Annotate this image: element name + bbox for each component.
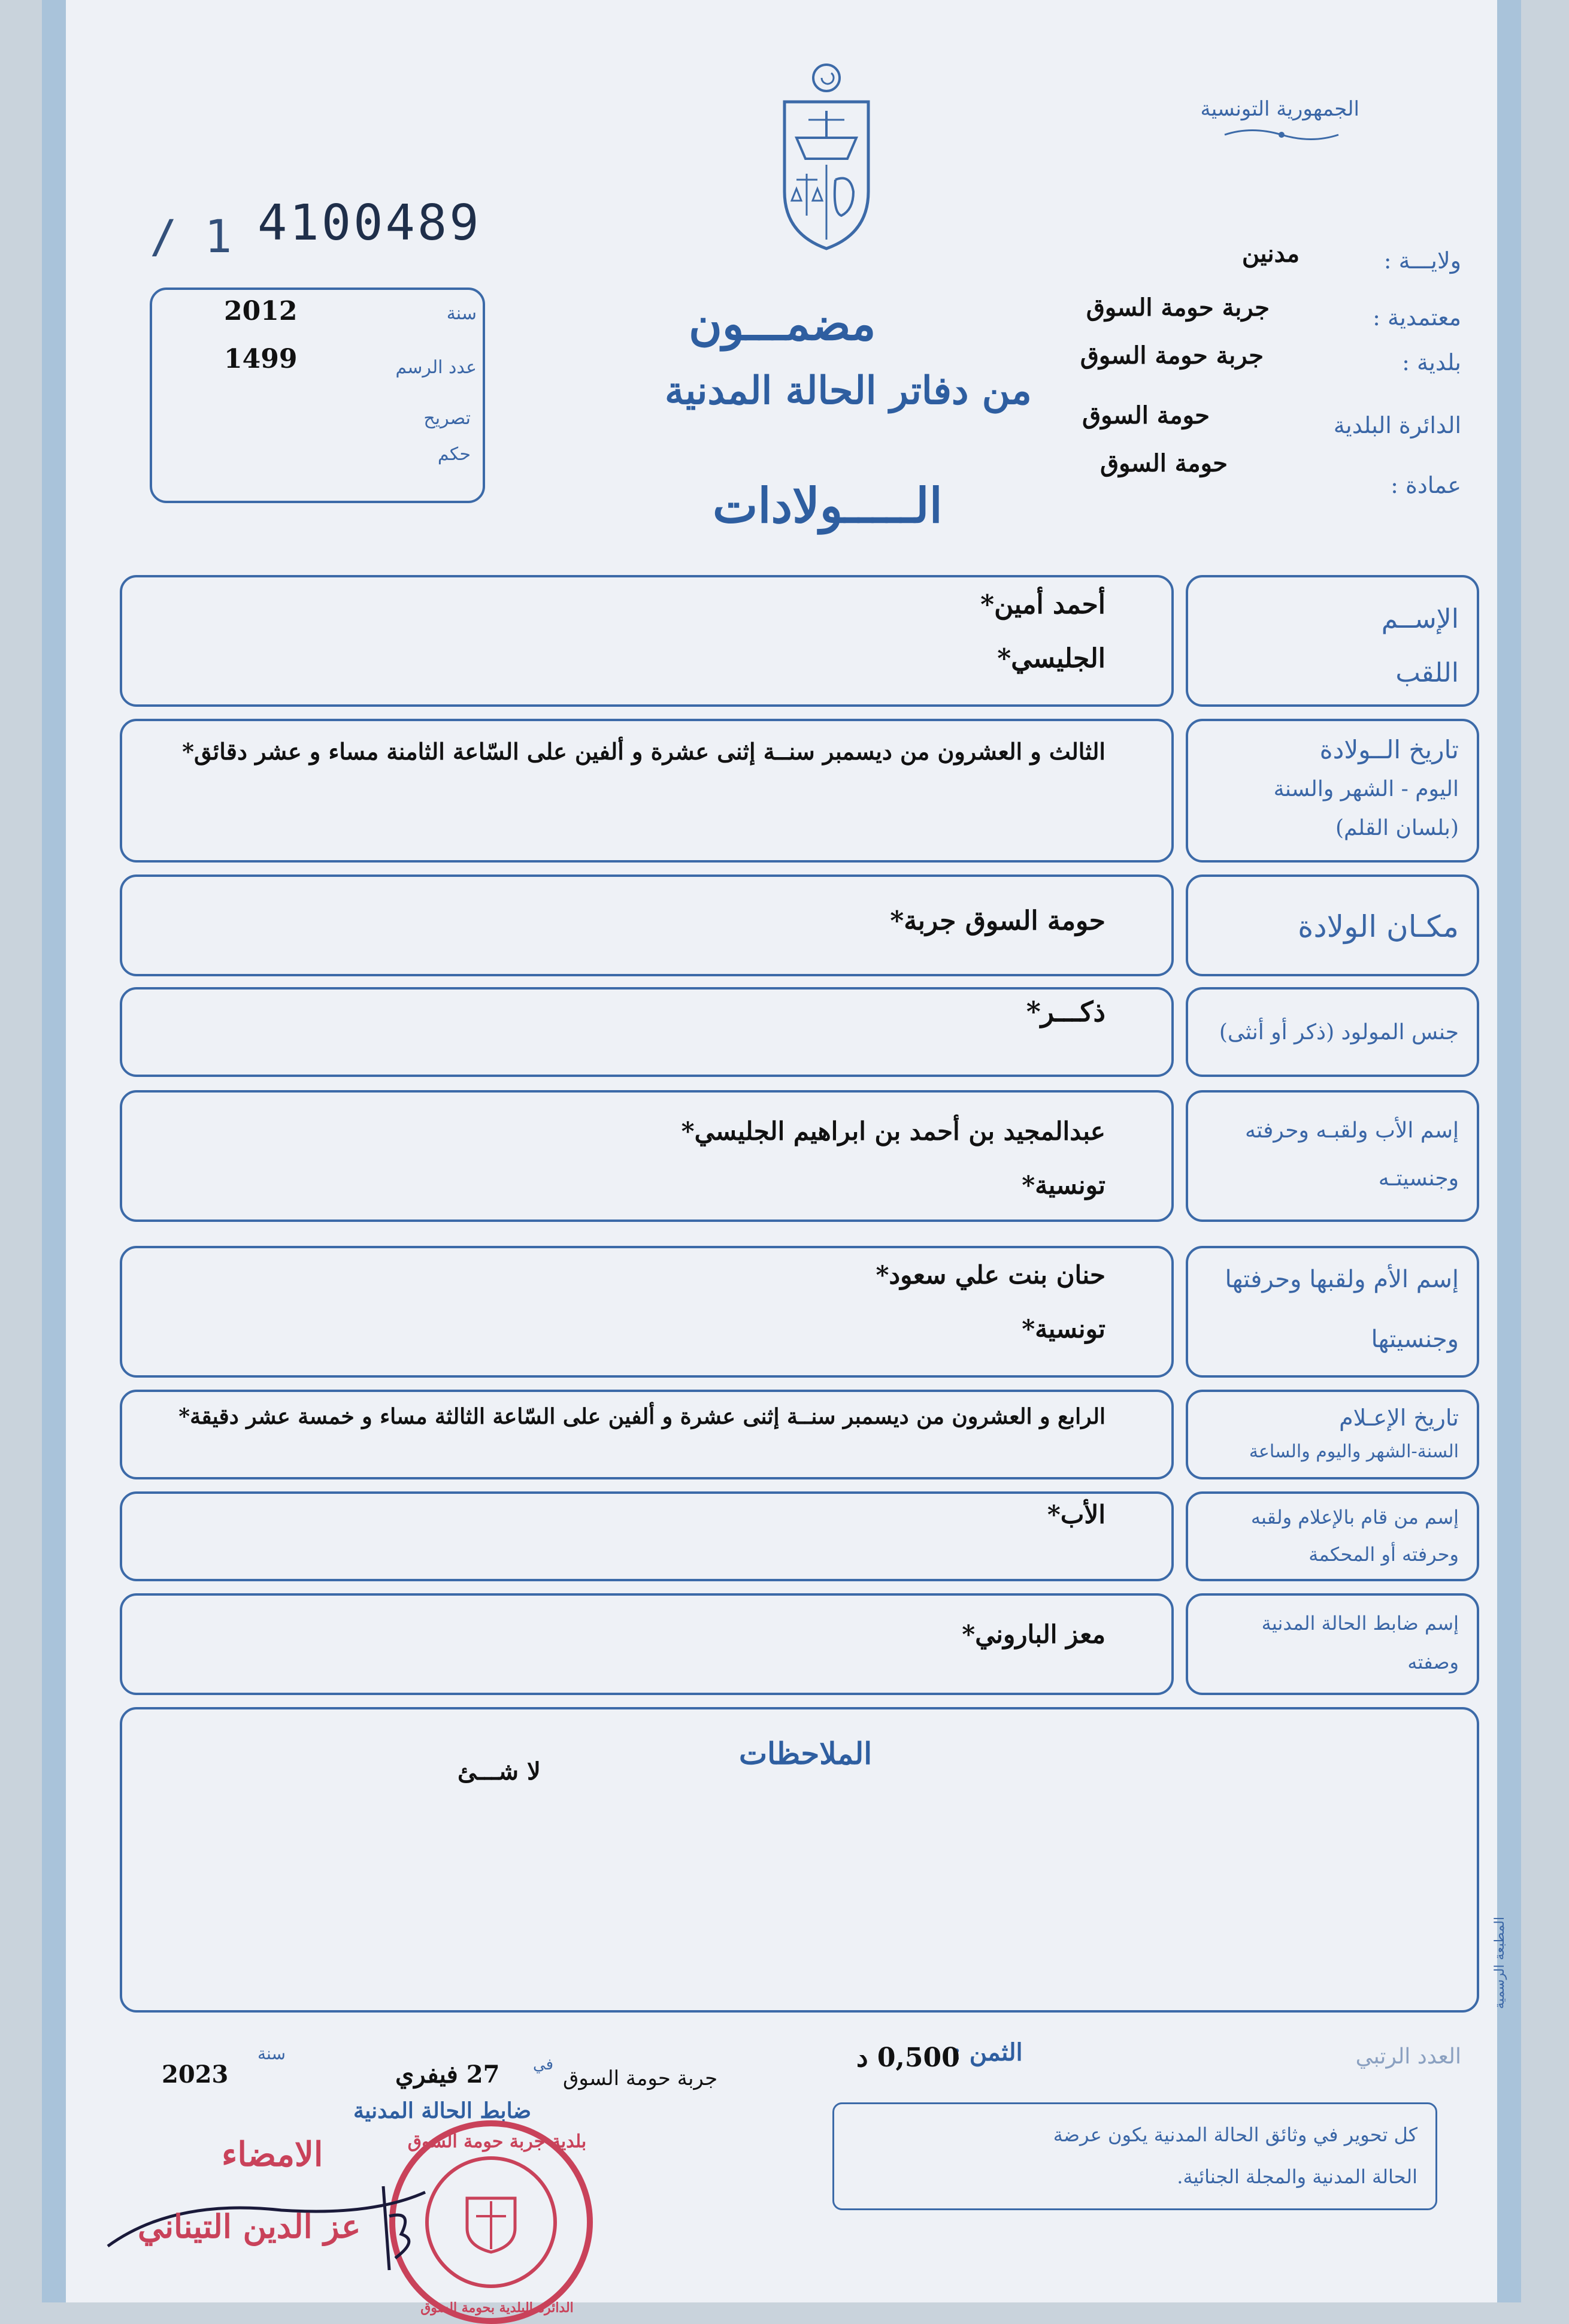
father-label-box [1186, 1090, 1479, 1222]
officer-title-label: ضابط الحالة المدنية [353, 2098, 532, 2123]
declarant-label-box [1186, 1491, 1479, 1581]
mother-label: إسم الأم ولقبها وحرفتها [1225, 1266, 1459, 1293]
mother-value-box [120, 1246, 1174, 1378]
location-governorate-label: ولايـــة : [1383, 247, 1461, 274]
declaration-date-label-box [1186, 1390, 1479, 1479]
registry-year-label: سنة [446, 303, 477, 324]
footer-place-label: جربة حومة السوق [563, 2066, 718, 2090]
location-block [922, 240, 1461, 521]
declarant-value-box [120, 1491, 1174, 1581]
location-delegation-value: جربة حومة السوق [1086, 293, 1270, 322]
stamp-emblem-icon [458, 2189, 524, 2255]
birth-date-value-box [120, 719, 1174, 863]
declaration-date-sublabel: السنة-الشهر واليوم والساعة [1249, 1441, 1459, 1462]
declaration-date-label: تاريخ الإعـلام [1339, 1405, 1459, 1431]
signature-name: عز الدين التيناني [138, 2207, 361, 2246]
father-label: إسم الأب ولقبـه وحرفته [1244, 1118, 1459, 1143]
birth-date-label: تاريخ الــولادة [1319, 735, 1459, 764]
first-name-value: أحمد أمين* [980, 589, 1105, 620]
location-sector-label: عمادة : [1391, 472, 1461, 498]
stamp-text-bottom: الدائرة البلدية بحومة السوق [420, 2300, 574, 2316]
footer-date-value: 27 فيفري [395, 2060, 500, 2089]
serial-number: 4100489 [258, 195, 481, 252]
declaration-date-value: الرابع و العشرون من ديسمبر سنــة إثنى عشرة و ألفين على السّاعة الثالثة مساء و خمسة عشر دقيقة* [178, 1404, 1105, 1429]
sex-value-box [120, 987, 1174, 1077]
officer-label: إسم ضابط الحالة المدنية [1261, 1612, 1459, 1635]
location-governorate-value: مدنين [1241, 240, 1300, 268]
location-district-value: حومة السوق [1082, 401, 1210, 429]
officer-label-box [1186, 1593, 1479, 1695]
title-line2: من دفاتر الحالة المدنية [665, 368, 1032, 413]
birth-date-sublabel: اليوم - الشهر والسنة [1273, 777, 1459, 801]
surname-value: الجليسي* [997, 643, 1105, 674]
republic-label: الجمهورية التونسية [1200, 97, 1359, 121]
name-label-box [1186, 575, 1479, 707]
signature-block [102, 2180, 437, 2276]
remarks-value: لا شـــئ [458, 1757, 541, 1786]
location-sector-value: حومة السوق [1100, 449, 1228, 477]
declaration-date-value-box [120, 1390, 1174, 1479]
sex-label: جنس المولود (ذكر أو أنثى) [1219, 1020, 1459, 1045]
surname-label: اللقب [1395, 658, 1459, 688]
footer-serial-label: العدد الرتبي [1355, 2044, 1461, 2069]
registry-declaration-label: تصريح [423, 408, 471, 429]
price-value: 0,500 د [856, 2042, 960, 2073]
mother-nationality-value: تونسية* [1022, 1314, 1105, 1343]
registry-judgment-label: حكم [437, 444, 471, 465]
name-value-box [120, 575, 1174, 707]
birth-place-value-box [120, 874, 1174, 976]
legal-notice-line1: كل تحوير في وثائق الحالة المدنية يكون عرضة [1053, 2123, 1417, 2146]
registry-record-value: 1499 [224, 344, 298, 374]
location-delegation-label: معتمدية : [1373, 304, 1461, 331]
section-title: الـــــولادات [713, 477, 943, 534]
declarant-value: الأب* [1047, 1500, 1105, 1529]
declarant-label: إسم من قام بالإعلام ولقبه [1250, 1506, 1459, 1529]
footer-year-value: 2023 [162, 2060, 229, 2089]
sex-value: ذكـــر* [1026, 995, 1105, 1028]
stamp-text-top: بلدية جربة حومة السوق [407, 2131, 587, 2152]
officer-value: معز الباروني* [962, 1620, 1105, 1649]
location-municipality-value: جربة حومة السوق [1080, 341, 1264, 370]
location-municipality-label: بلدية : [1402, 349, 1461, 376]
birth-date-value: الثالث و العشرون من ديسمبر سنــة إثنى عشرة و ألفين على السّاعة الثامنة مساء و عشر دقائق* [182, 738, 1105, 765]
footer-place-prefix: في [533, 2056, 554, 2074]
title-line1: مضمـــون [689, 297, 876, 350]
signature-label: الامضاء [222, 2135, 323, 2174]
remarks-box [120, 1707, 1479, 2013]
price-label: الثمن : [952, 2038, 1023, 2066]
birth-place-label-box [1186, 874, 1479, 976]
officer-value-box [120, 1593, 1174, 1695]
remarks-label: الملاحظات [739, 1736, 873, 1771]
birth-place-value: حومة السوق جربة* [890, 906, 1105, 936]
father-nationality-value: تونسية* [1022, 1170, 1105, 1200]
legal-notice-box [832, 2102, 1437, 2210]
birth-date-label-box [1186, 719, 1479, 863]
ornament-icon [1222, 126, 1341, 144]
birth-certificate-document [42, 0, 1521, 2316]
registry-box [150, 288, 485, 503]
first-name-label: الإســم [1381, 604, 1459, 634]
legal-notice-line2: الحالة المدنية والمجلة الجنائية. [1177, 2165, 1417, 2188]
registry-record-label: عدد الرسم [395, 357, 477, 378]
serial-prefix: / 1 [150, 210, 232, 263]
mother-nationality-label: وجنسيتها [1371, 1326, 1459, 1353]
birth-date-note: (بلسان القلم) [1335, 816, 1459, 840]
mother-name-value: حنان بنت علي سعود* [876, 1260, 1105, 1290]
father-name-value: عبدالمجيد بن أحمد بن ابراهيم الجليسي* [681, 1116, 1105, 1146]
sex-label-box [1186, 987, 1479, 1077]
father-nationality-label: وجنسيتـه [1378, 1166, 1459, 1191]
registry-year-value: 2012 [224, 296, 298, 326]
printer-mark: المطبعة الرسمية [1492, 1917, 1507, 2010]
location-district-label: الدائرة البلدية [1333, 412, 1461, 438]
footer-year-label: سنة [258, 2044, 286, 2063]
declarant-sublabel: وحرفته أو المحكمة [1308, 1543, 1459, 1566]
mother-label-box [1186, 1246, 1479, 1378]
father-value-box [120, 1090, 1174, 1222]
coat-of-arms-icon [773, 60, 880, 252]
birth-place-label: مكـان الولادة [1298, 909, 1459, 944]
officer-sublabel: وصفته [1407, 1651, 1459, 1674]
